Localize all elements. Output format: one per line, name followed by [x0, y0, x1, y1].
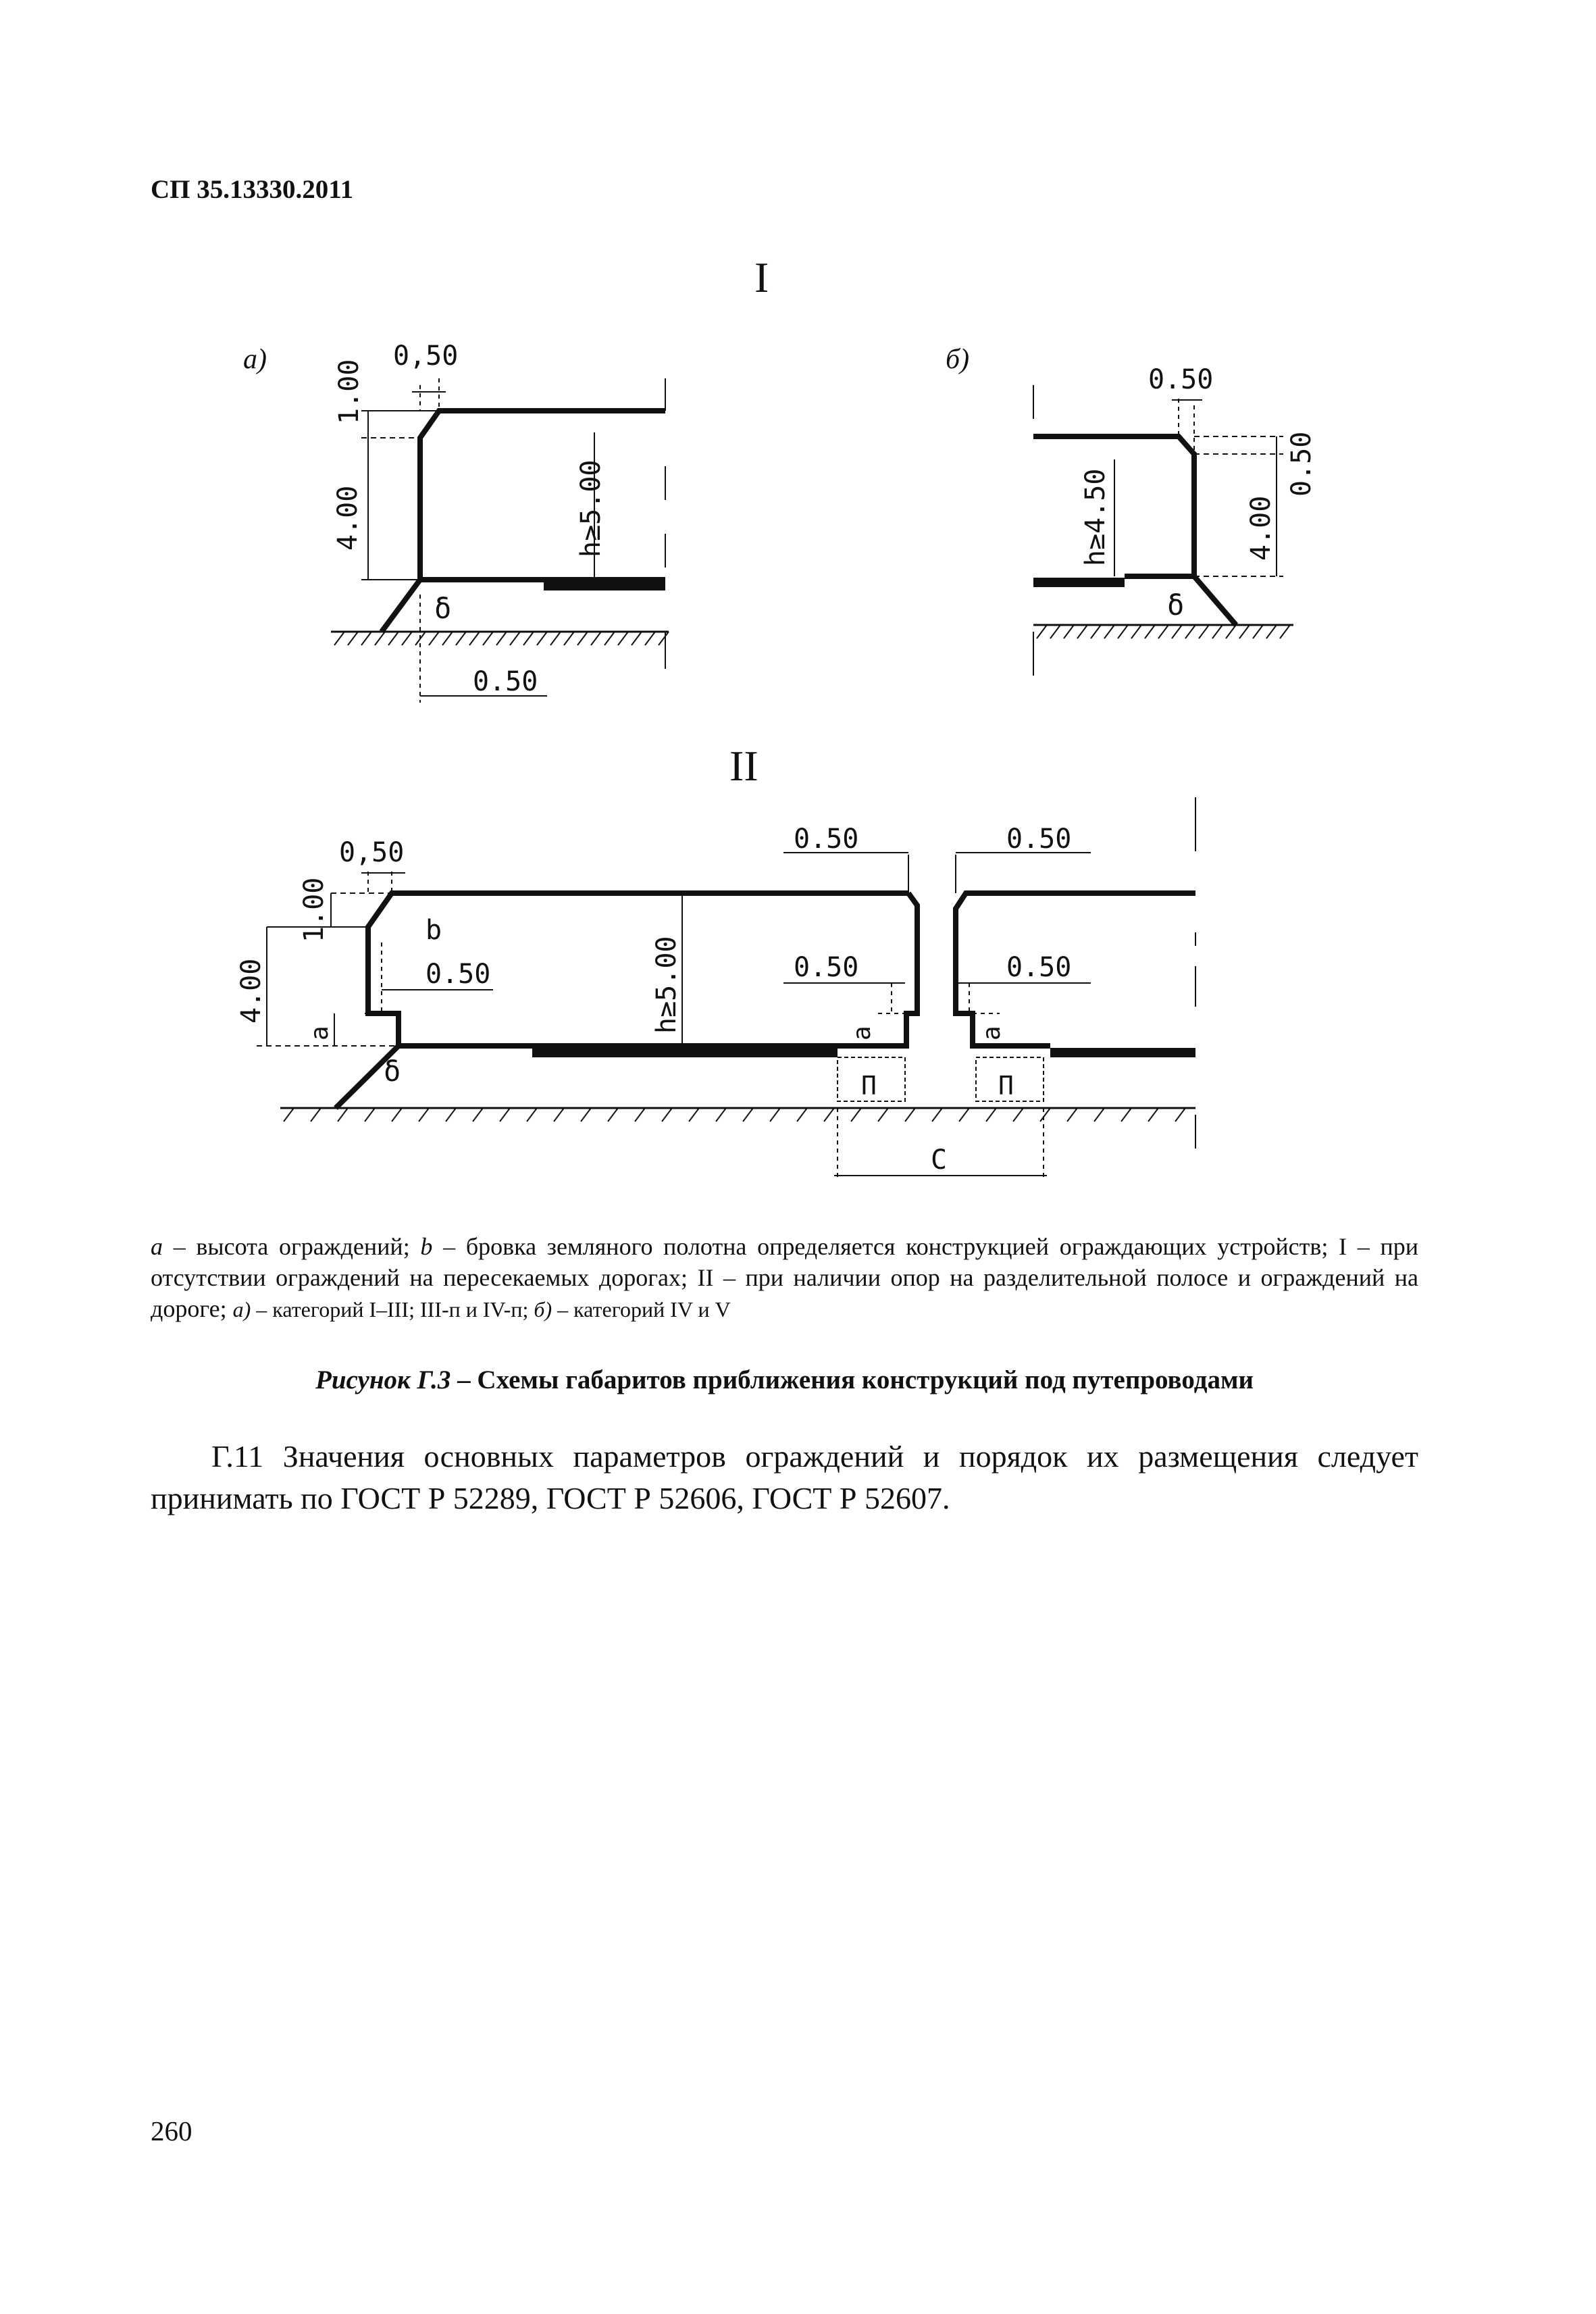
- legend-variant-b-text: – категорий IV и V: [552, 1297, 731, 1322]
- ground-hatching: [334, 632, 669, 645]
- caption-text: – Схемы габаритов приближения конструкций под путепроводами: [451, 1365, 1254, 1394]
- delta-label: δ: [384, 1055, 401, 1088]
- dim-label-top-offset-left: 0,50: [339, 837, 405, 868]
- a-mark-right: a: [978, 1026, 1006, 1040]
- a-mark-mid: a: [848, 1026, 876, 1040]
- page-number: 260: [151, 2115, 192, 2146]
- dim-label-edge-offset-mid: 0.50: [794, 952, 859, 983]
- a-mark-left: a: [306, 1026, 334, 1040]
- delta-label: δ: [1167, 588, 1185, 622]
- dim-label-edge-offset-right: 0.50: [1006, 952, 1072, 983]
- dim-label-barrier-height: 4.00: [332, 485, 363, 551]
- dim-label-top-offset: 0.50: [1148, 364, 1214, 395]
- legend-b-text: – бровка земляного полотна определяется конструкцией ограждающих устройств; I – при отсутствии ограждений на пересекаемых дорогах; II – при наличии опор на разделительной полосе и ограждений на дороге;: [151, 1233, 1419, 1322]
- legend-b-symbol: b: [420, 1233, 433, 1260]
- figure-caption: [151, 1365, 1418, 1395]
- dim-label-clearance-height: h≥5.00: [575, 459, 607, 557]
- section-two-label: II: [729, 742, 758, 790]
- legend-a-text: – высота ограждений;: [163, 1233, 421, 1260]
- section-two-diagram: [236, 797, 1195, 1179]
- delta-label: δ: [434, 592, 452, 625]
- dim-label-top-offset-mid: 0.50: [794, 824, 859, 855]
- caption-label: Рисунок Г.3: [315, 1365, 451, 1394]
- body-paragraph: Г.11 Значения основных параметров ограждений и порядок их размещения следует принимать по ГОСТ Р 52289, ГОСТ Р 52606, ГОСТ Р 52607.: [151, 1439, 1418, 1515]
- dim-label-top-offset-right: 0.50: [1006, 824, 1072, 855]
- dim-label-edge-offset-left: 0.50: [426, 959, 491, 990]
- ground-hatching: [1037, 625, 1290, 638]
- slope-line: [1194, 576, 1236, 625]
- legend-variant-a-symbol: а): [232, 1297, 251, 1322]
- variant-b-label: б): [946, 344, 970, 375]
- dim-label-bottom-offset: 0.50: [473, 666, 538, 697]
- right-pier-outline-b: [956, 893, 1195, 1046]
- c-mark: C: [931, 1145, 948, 1176]
- legend-a-symbol: a: [151, 1233, 163, 1260]
- b-mark: b: [426, 915, 442, 946]
- dim-label-clearance-height: h≥5.00: [651, 936, 682, 1034]
- variant-a-label: а): [243, 344, 267, 375]
- dim-label-chamfer-height: 0.50: [1286, 431, 1317, 497]
- p-mark-left: П: [861, 1071, 877, 1101]
- section-one-label: I: [754, 253, 769, 301]
- slope-line: [382, 580, 420, 632]
- variant-b-diagram: [1033, 364, 1317, 676]
- dim-label-chamfer-height: 1.00: [334, 359, 365, 424]
- dimension-lines: [361, 378, 665, 703]
- dim-label-top-offset: 0,50: [393, 341, 459, 372]
- figure-legend: [151, 1231, 1418, 1325]
- document-code-header: СП 35.13330.2011: [151, 175, 354, 204]
- legend-variant-b-symbol: б): [534, 1297, 552, 1322]
- p-mark-right: П: [998, 1071, 1014, 1101]
- legend-variant-a-text: – категорий I–III; III-п и IV-п;: [251, 1297, 534, 1322]
- variant-a-diagram: [331, 341, 669, 703]
- dim-label-barrier-height: 4.00: [1245, 495, 1277, 561]
- dim-label-chamfer-height: 1.00: [299, 877, 330, 942]
- dim-label-barrier-height: 4.00: [236, 958, 267, 1024]
- dim-label-clearance-height: h≥4.50: [1080, 468, 1111, 566]
- ground-hatching: [284, 1108, 1185, 1122]
- clearance-outline: [420, 411, 665, 580]
